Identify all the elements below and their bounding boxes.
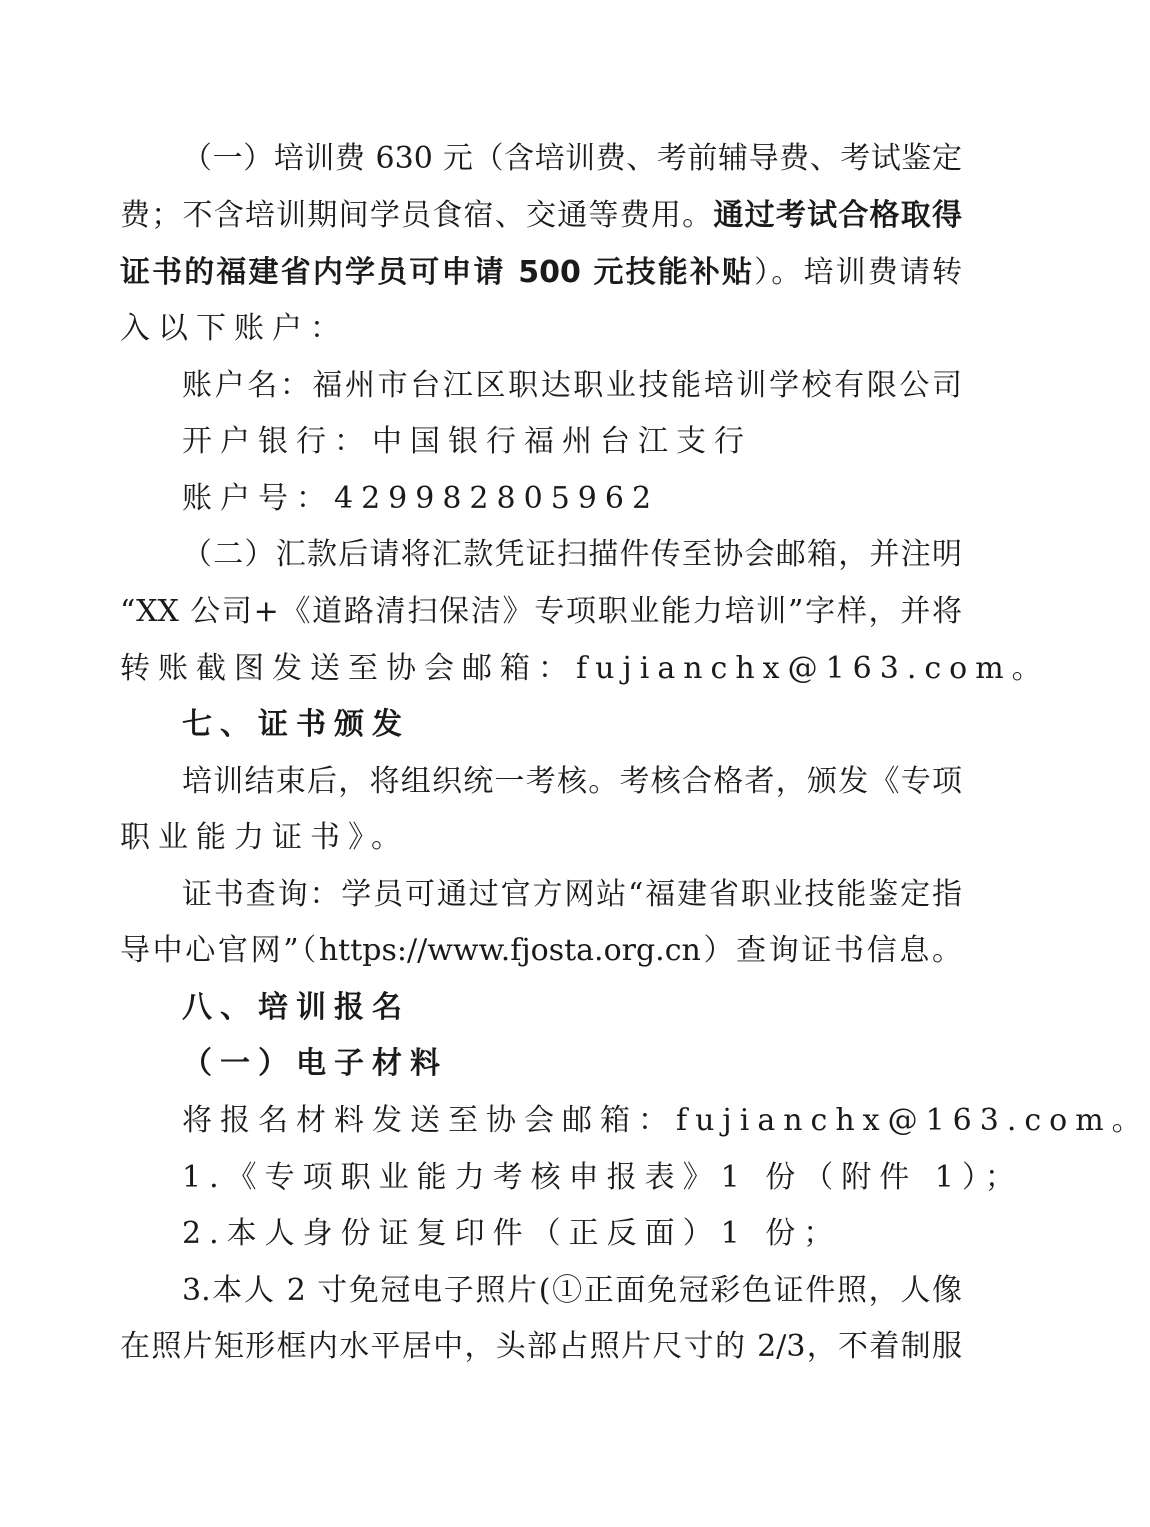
remit-line-3: 转账截图发送至协会邮箱：fujianchx@163.com。 bbox=[120, 651, 1050, 686]
section-7-p1-line-1: 培训结束后，将组织统一考核。考核合格者，颁发《专项 bbox=[182, 764, 962, 799]
list-item: 3.本人 2 寸免冠电子照片(①正面免冠彩色证件照，人像 bbox=[182, 1273, 962, 1308]
section-8-heading: 八、培训报名 bbox=[182, 990, 410, 1025]
fee-line-3-bold: 证书的福建省内学员可申请 500 元技能补贴 bbox=[120, 255, 755, 290]
remit-line-1: （二）汇款后请将汇款凭证扫描件传至协会邮箱，并注明 bbox=[182, 537, 962, 572]
list-item: 1.《专项职业能力考核申报表》1 份（附件 1）； bbox=[182, 1160, 1023, 1195]
section-7-heading: 七、证书颁发 bbox=[182, 707, 410, 742]
fee-line-2 bbox=[120, 188, 962, 244]
fee-line-3-normal: ）。培训费请转 bbox=[754, 255, 963, 290]
section-7-p2-line-2: 导中心官网”（https://www.fjosta.org.cn）查询证书信息。 bbox=[120, 933, 962, 968]
fee-line-2-bold: 通过考试合格取得 bbox=[713, 198, 963, 233]
fee-line-3 bbox=[120, 245, 962, 301]
account-bank: 开户银行：中国银行福州台江支行 bbox=[182, 424, 752, 459]
account-name: 账户名：福州市台江区职达职业技能培训学校有限公司 bbox=[182, 368, 962, 403]
fee-line-2-normal: 费；不含培训期间学员食宿、交通等费用。 bbox=[120, 198, 714, 233]
remit-line-2: “XX 公司+《道路清扫保洁》专项职业能力培训”字样，并将 bbox=[120, 594, 962, 629]
section-8-sub-heading: （一）电子材料 bbox=[182, 1046, 448, 1081]
section-7-p2-line-1: 证书查询：学员可通过官方网站“福建省职业技能鉴定指 bbox=[182, 877, 962, 912]
fee-line-1: （一）培训费 630 元（含培训费、考前辅导费、考试鉴定 bbox=[182, 141, 962, 176]
section-7-p1-line-2: 职业能力证书》。 bbox=[120, 820, 409, 855]
fee-line-4: 入以下账户： bbox=[120, 311, 348, 346]
list-item-continuation: 在照片矩形框内水平居中，头部占照片尺寸的 2/3，不着制服 bbox=[120, 1329, 962, 1364]
list-item: 2.本人身份证复印件（正反面）1 份； bbox=[182, 1216, 842, 1251]
section-8-intro: 将报名材料发送至协会邮箱：fujianchx@163.com。 bbox=[182, 1103, 1150, 1138]
account-number: 账户号：429982805962 bbox=[182, 481, 660, 516]
